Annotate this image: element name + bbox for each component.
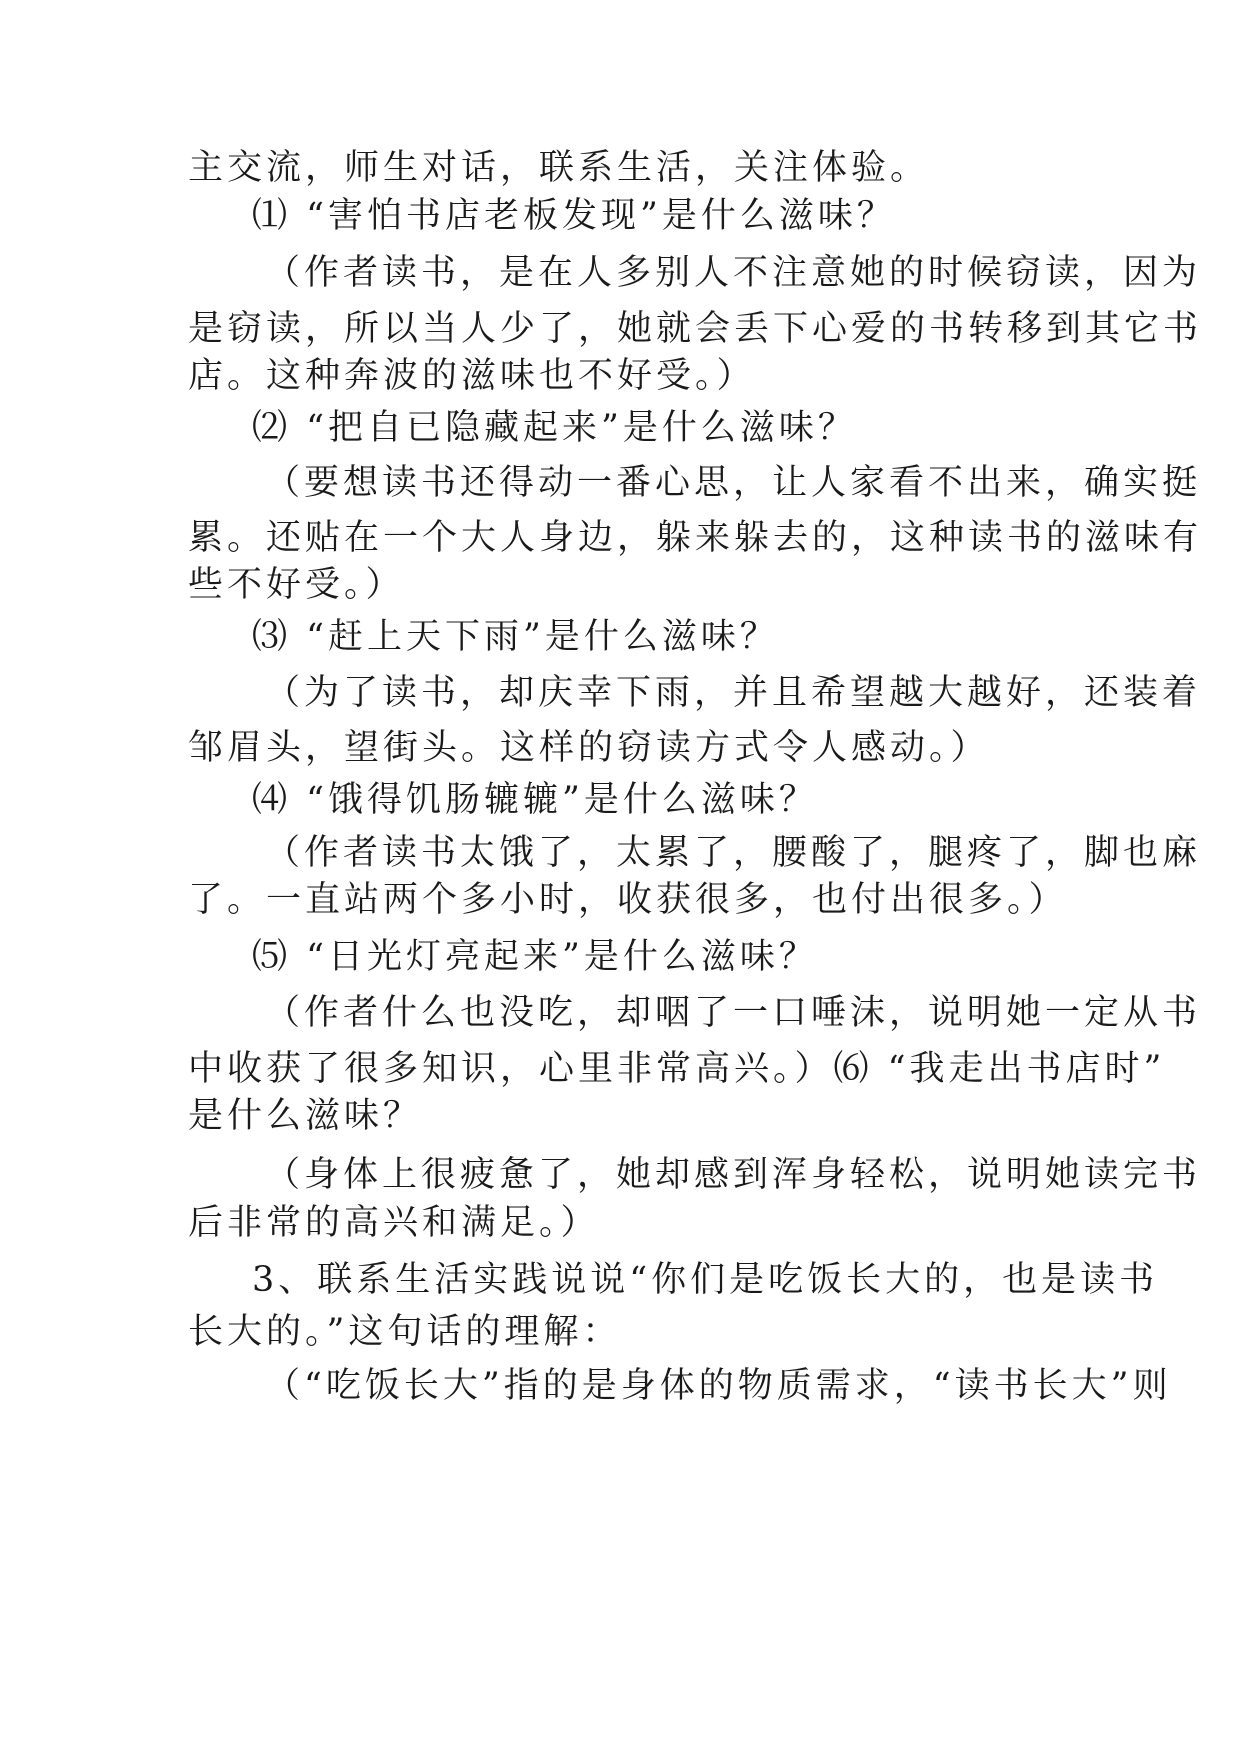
answer-line: （“吃饭长大”指的是身体的物质需求，“读书长大”则 bbox=[265, 1366, 1172, 1406]
text-line: 店。这种奔波的滋味也不好受。） bbox=[188, 356, 756, 396]
text-line: 主交流，师生对话，联系生活，关注体验。 bbox=[188, 148, 930, 188]
answer-line: （要想读书还得动一番心思，让人家看不出来，确实挺 bbox=[265, 463, 1202, 503]
question-heading: ⑴ “害怕书店老板发现”是什么滋味？ bbox=[252, 196, 896, 236]
text-line: 长大的。”这句话的理解： bbox=[188, 1312, 622, 1352]
question-heading: ⑵ “把自已隐藏起来”是什么滋味？ bbox=[252, 408, 857, 448]
answer-line: （作者读书太饿了，太累了，腰酸了，腿疼了，脚也麻 bbox=[265, 833, 1202, 873]
question-heading: ⑷ “饿得饥肠辘辘”是什么滋味？ bbox=[252, 780, 818, 820]
text-line: 了。一直站两个多小时，收获很多，也付出很多。） bbox=[188, 880, 1068, 920]
text-line: 邹眉头，望街头。这样的窃读方式令人感动。） bbox=[188, 728, 990, 768]
text-line: 是窃读，所以当人少了，她就会丢下心爱的书转移到其它书 bbox=[188, 309, 1203, 349]
answer-line: （作者读书，是在人多别人不注意她的时候窃读，因为 bbox=[265, 253, 1202, 293]
question-heading: ⑸ “日光灯亮起来”是什么滋味？ bbox=[252, 937, 818, 977]
answer-line: （作者什么也没吃，却咽了一口唾沫，说明她一定从书 bbox=[265, 993, 1202, 1033]
question-heading: ⑶ “赶上天下雨”是什么滋味？ bbox=[252, 617, 779, 657]
text-line: 中收获了很多知识，心里非常高兴。）⑹ “我走出书店时” bbox=[188, 1049, 1166, 1089]
text-line: 是什么滋味？ bbox=[188, 1096, 423, 1136]
section-heading: 3、联系生活实践说说“你们是吃饭长大的，也是读书 bbox=[252, 1260, 1159, 1300]
text-line: 些不好受。） bbox=[188, 565, 405, 605]
text-line: 累。还贴在一个大人身边，躲来躲去的，这种读书的滋味有 bbox=[188, 518, 1203, 558]
answer-line: （身体上很疲惫了，她却感到浑身轻松，说明她读完书 bbox=[265, 1155, 1202, 1195]
text-line: 后非常的高兴和满足。） bbox=[188, 1203, 600, 1243]
answer-line: （为了读书，却庆幸下雨，并且希望越大越好，还装着 bbox=[265, 673, 1202, 713]
